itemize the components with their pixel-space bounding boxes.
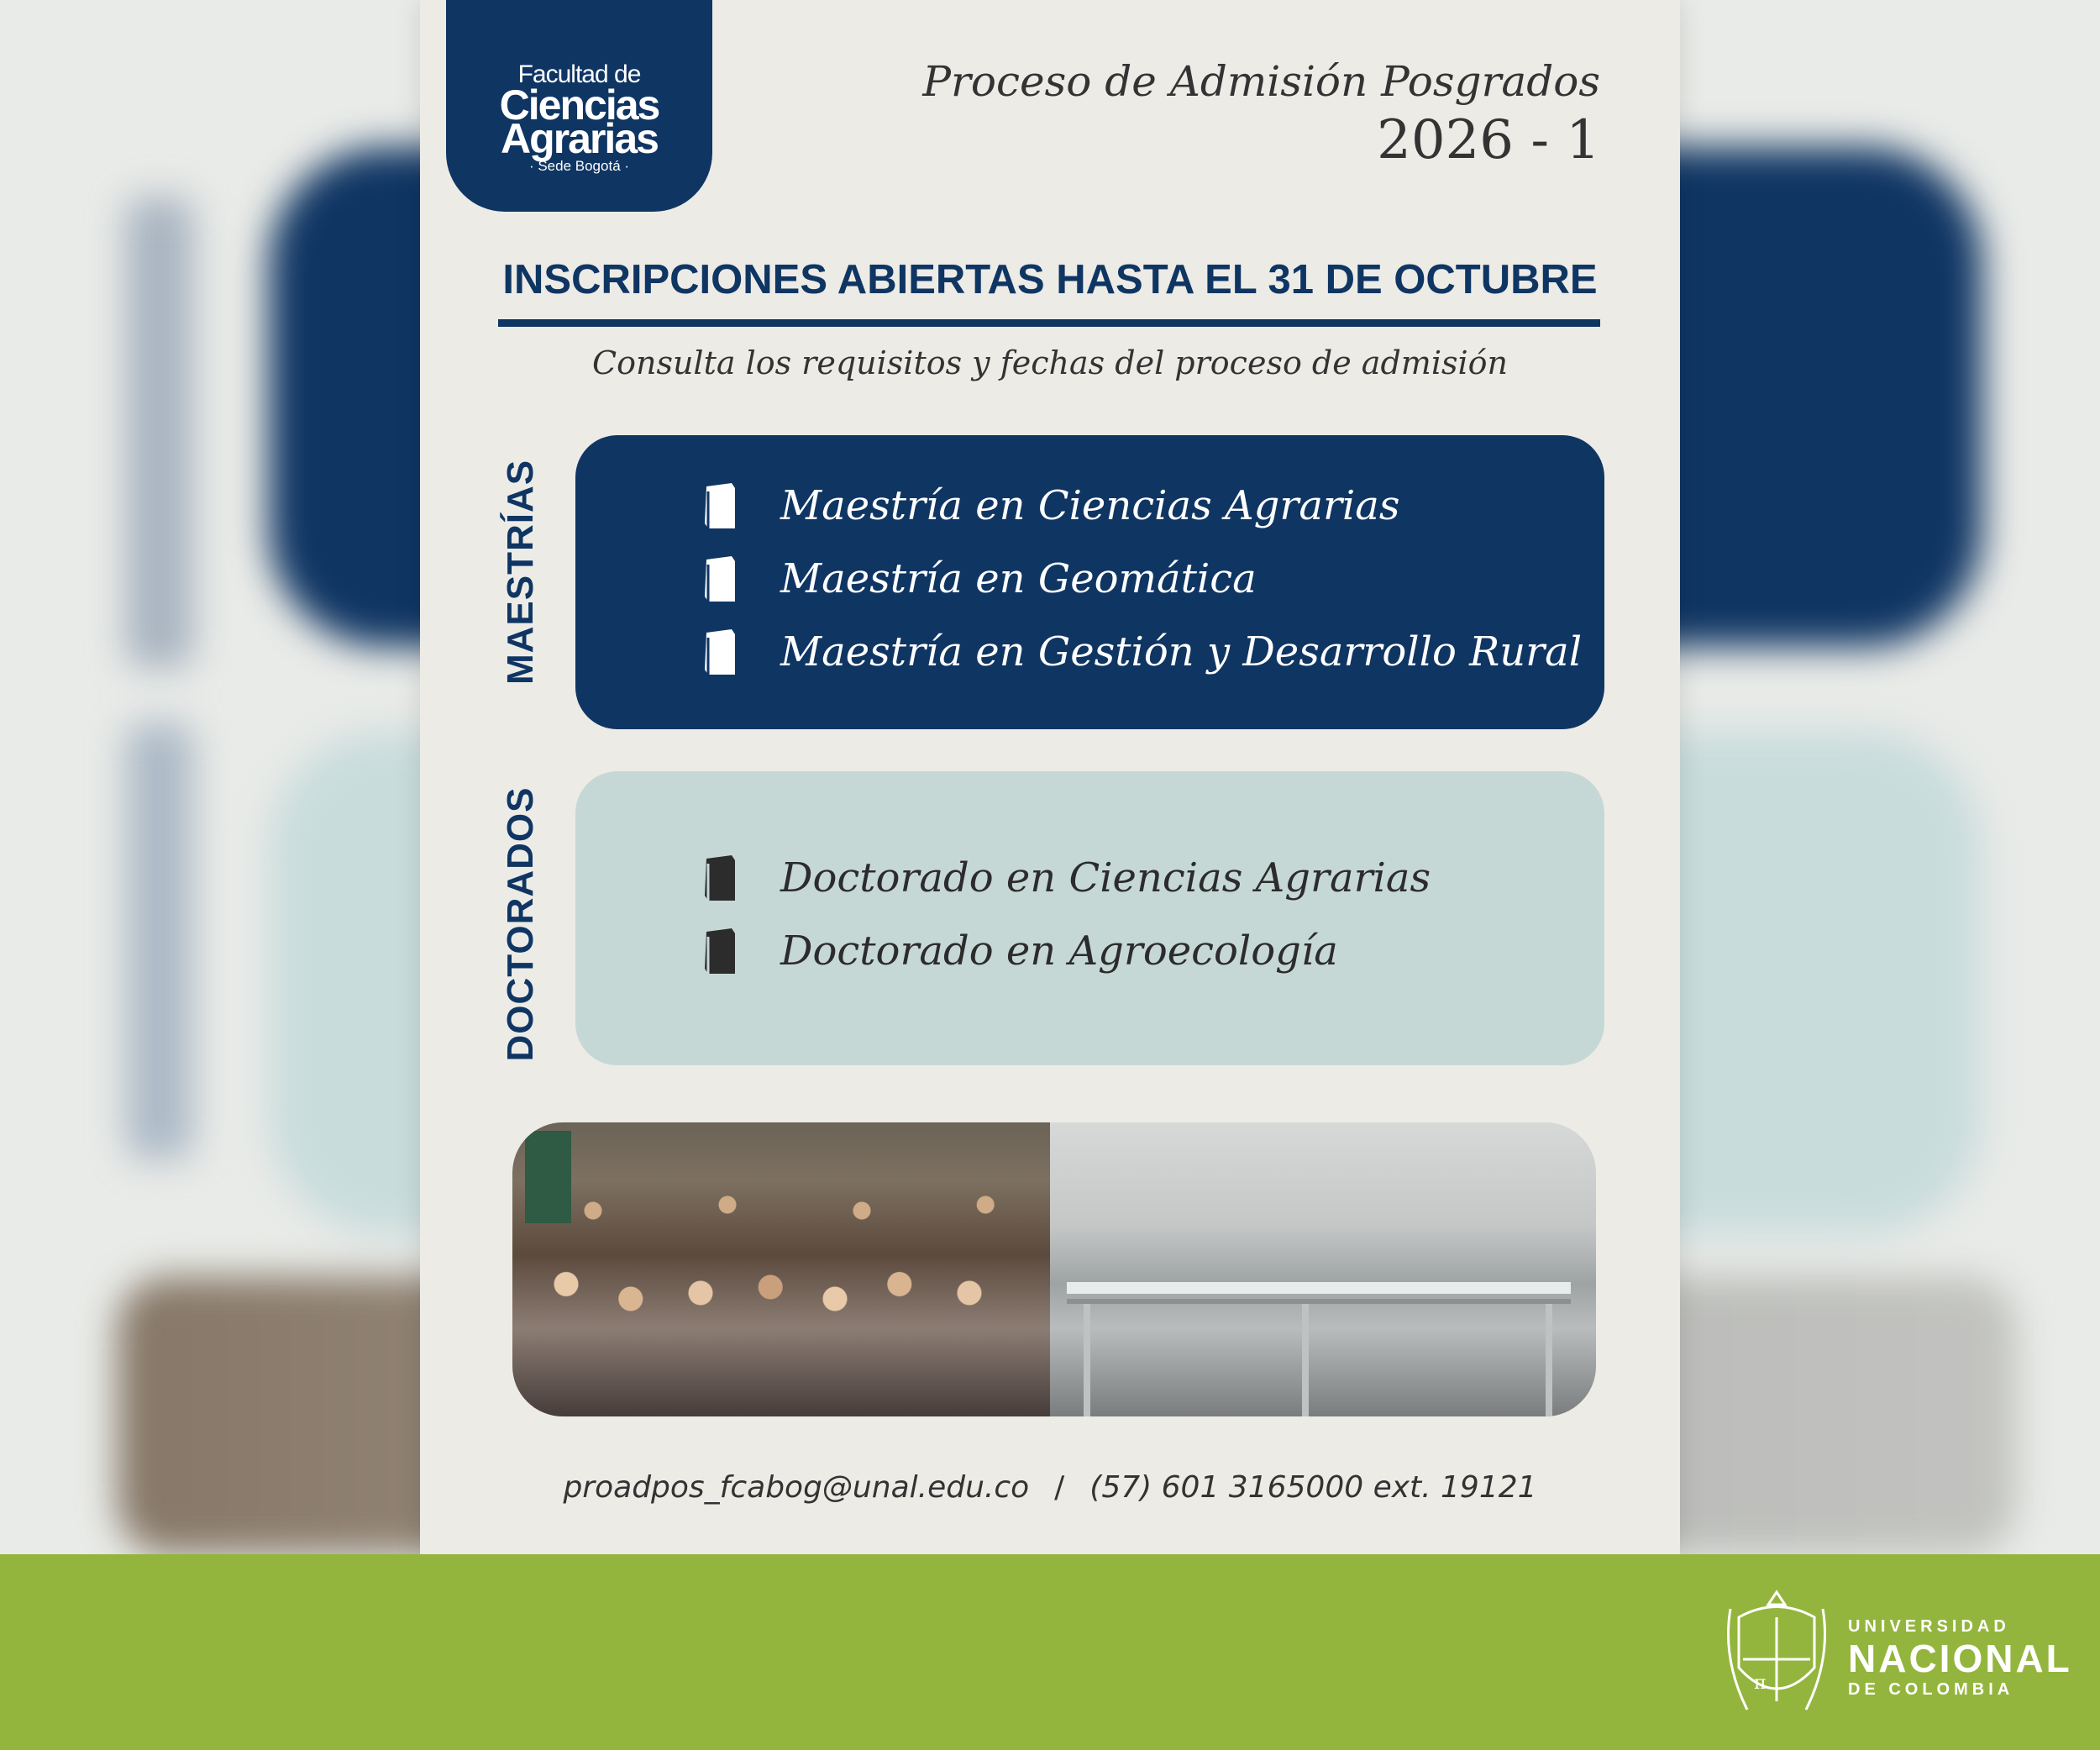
contact-separator: / [1054,1470,1065,1505]
doctorados-label: DOCTORADOS [500,786,541,1062]
book-icon [701,854,738,902]
book-icon [701,554,738,603]
doctorados-box [575,771,1604,1065]
contact-info [420,1470,1680,1505]
program-name: Doctorado en Agroecología [780,928,1338,975]
list-item [701,481,1399,530]
program-name: Maestría en Ciencias Agrarias [780,482,1400,529]
photo-strip [512,1122,1596,1416]
lab-photo [1050,1122,1596,1416]
headline: INSCRIPCIONES ABIERTAS HASTA EL 31 DE OCTUBRE [502,257,1598,302]
university-wordmark: UNIVERSIDAD NACIONAL DE COLOMBIA [1848,1617,2072,1699]
process-year: 2026 - 1 [1377,109,1600,171]
contact-email[interactable]: proadpos_fcabog@unal.edu.co [563,1470,1030,1505]
list-item [701,854,1431,902]
list-item [701,628,1582,676]
book-icon [701,481,738,530]
program-name: Maestría en Geomática [780,555,1257,602]
program-name: Doctorado en Ciencias Agrarias [780,854,1431,901]
contact-phone: (57) 601 3165000 ext. 19121 [1089,1470,1537,1505]
svg-text:π: π [1754,1673,1767,1694]
faculty-logo: Facultad de Ciencias Agrarias · Sede Bogotá · [446,0,712,212]
book-icon [701,628,738,676]
group-photo [512,1122,1050,1416]
list-item [701,554,1257,603]
headline-divider [498,319,1600,327]
maestrias-label: MAESTRÍAS [500,459,541,685]
university-seal-icon [1722,1584,1831,1722]
process-title: Proceso de Admisión Posgrados [922,57,1600,106]
list-item [701,927,1338,975]
poster [420,0,1680,1554]
book-icon [701,927,738,975]
program-name: Maestría en Gestión y Desarrollo Rural [780,628,1583,675]
subtitle: Consulta los requisitos y fechas del proceso de admisión [592,344,1508,381]
maestrias-box [575,435,1604,729]
